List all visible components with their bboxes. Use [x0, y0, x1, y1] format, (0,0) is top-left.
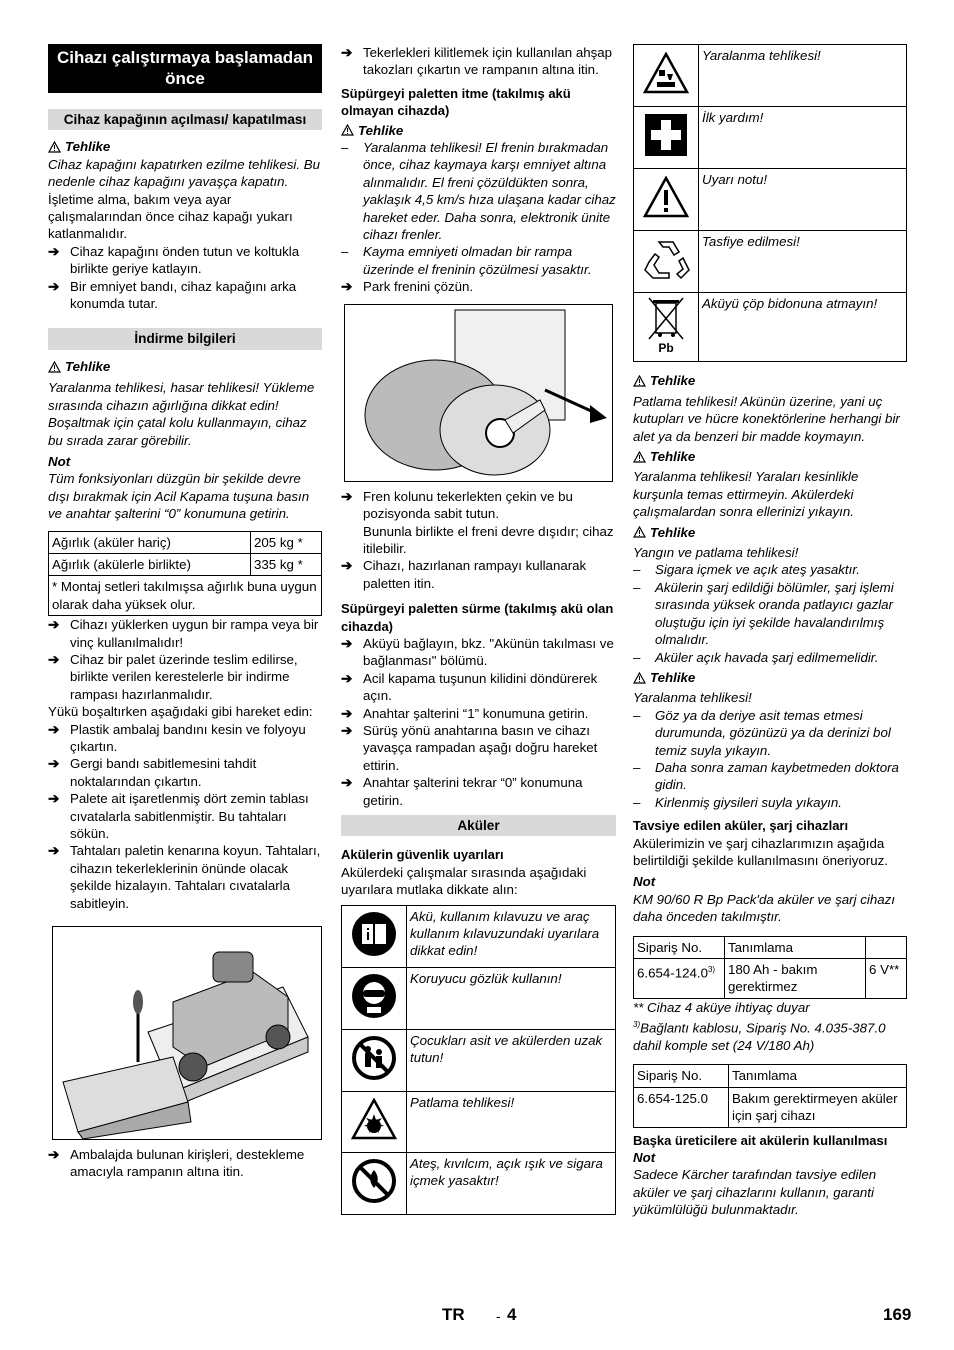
arrow-icon: ➔ — [341, 558, 353, 574]
step: ➔ Park frenini çözün. — [341, 279, 474, 295]
no-bin-icon — [643, 295, 689, 355]
battery-warning-1: Patlama tehlikesi! Akünün üzerine, yani uç kutupları ve hücre konektörlerine herhangi bir alet ya da benzeri bir madde koymayın. — [633, 393, 900, 444]
fire-warning-title: Yangın ve patlama tehlikesi! — [633, 545, 799, 561]
note-label: Not — [633, 1150, 656, 1166]
step: ➔ Ambalajda bulunan kirişleri, destekleme amacıyla rampanın altına itin. — [48, 1147, 305, 1180]
warning-triangle-icon — [633, 672, 646, 684]
other-brands-note: Sadece Kärcher tarafından tavsiye edilen aküler ve şarj cihazlarını kullanın, garanti yükümlülüğü bulunmaktadır. — [633, 1167, 877, 1218]
unload-intro: Yükü boşaltırken aşağıdaki gibi hareket edin: — [48, 704, 313, 720]
table-row: Ağırlık (aküler hariç) 205 kg * — [49, 531, 322, 553]
step: ➔ Cihaz kapağını önden tutun ve koltukla birlikte geriye katlayın. — [48, 243, 300, 277]
step: ➔ Aküyü bağlayın, bkz. "Akünün takılması ve bağlanması" bölümü. — [341, 635, 614, 669]
subheading-recommended: Tavsiye edilen aküler, şarj cihazları — [633, 818, 849, 834]
dash-item: – Kirlenmiş giysileri suyla yıkayın. — [633, 794, 842, 810]
section-title: Cihazı çalıştırmaya başlamadan önce — [48, 44, 322, 93]
warning-triangle-icon — [633, 526, 646, 538]
table-row: Çocukları asit ve akülerden uzak tutun! — [342, 1029, 616, 1091]
arrow-icon: ➔ — [341, 722, 353, 738]
danger-label: Tehlike — [633, 669, 907, 686]
table-row: Ateş, kıvılcım, açık ışık ve sigara içmek yasaktır! — [342, 1152, 616, 1214]
arrow-icon: ➔ — [341, 488, 353, 504]
table-row: Sipariş No. Tanımlama — [634, 1065, 907, 1087]
arrow-icon: ➔ — [48, 278, 60, 294]
table-row: * Montaj setleri takılmışsa ağırlık buna uygun olarak daha yüksek olur. — [49, 576, 322, 616]
footer-local-page: 4 — [507, 1305, 517, 1324]
recycle-icon — [641, 236, 691, 282]
step: ➔ Cihazı, hazırlanan rampayı kullanarak paletten itin. — [341, 558, 587, 591]
arrow-icon: ➔ — [341, 45, 353, 60]
page-number: 169 — [883, 1305, 912, 1324]
arrow-icon: ➔ — [48, 617, 60, 633]
column-2 — [341, 44, 616, 1215]
symbol-table-1 — [341, 905, 616, 1215]
table-row: 6.654-124.0$^{3)}$ 180 Ah - bakım gerektirmez 6 V** — [634, 959, 907, 999]
arrow-icon: ➔ — [48, 791, 60, 807]
danger-label: Tehlike — [633, 448, 907, 465]
step: ➔ Gergi bandı sabitlemesini tahdit noktalarından çıkartın. — [48, 756, 257, 789]
ramp-machine-figure — [53, 927, 317, 1139]
weight-table — [48, 531, 322, 617]
manual-icon — [351, 911, 397, 957]
danger-label: Tehlike — [633, 372, 907, 389]
footnote-2: $^{3)}$Bağlantı kablosu, Sipariş No. 4.035-387.0 dahil komple set (24 V/180 Ah) — [633, 1020, 886, 1054]
table-row: Patlama tehlikesi! — [342, 1091, 616, 1152]
dash-item: – Daha sonra zaman kaybetmeden doktora gidin. — [633, 759, 899, 793]
step: ➔ Fren kolunu tekerlekten çekin ve bu pozisyonda sabit tutun. — [341, 488, 573, 522]
step: ➔ Cihaz bir palet üzerinde teslim edilirse, birlikte verilen kerestelerle bir indirme rampası hazırlanmalıdır. — [48, 651, 298, 702]
table-row: Tasfiye edilmesi! — [634, 231, 907, 293]
arrow-icon: ➔ — [341, 670, 353, 686]
dash-item: – Yaralanma tehlikesi! El frenin bırakmadan önce, cihaz kaymaya karşı emniyet altına alınmalıdır. El freni çözüldükten sonra, yaklaşık 4,5 km/s hıza ulaşana kadar cihaz hareket eder. Daha sonra, elektronik ünite cihazı frenler. — [341, 140, 616, 243]
brake-illustration — [344, 304, 613, 482]
arrow-icon: ➔ — [48, 243, 60, 259]
table-row: İlk yardım! — [634, 107, 907, 169]
symbol-table-2 — [633, 44, 907, 362]
injury-warning-title: Yaralanma tehlikesi! — [633, 690, 752, 706]
arrow-icon: ➔ — [48, 1147, 60, 1163]
step: ➔ Cihazı yüklerken uygun bir rampa veya bir vinç kullanılmalıdır! — [48, 617, 319, 650]
table-row: Sipariş No. Tanımlama — [634, 936, 907, 958]
step: ➔ Acil kapama tuşunun kilidini döndürerek açın. — [341, 670, 598, 704]
table-row: Akü, kullanım kılavuzu ve araç kullanım kılavuzundaki uyarılara dikkat edin! — [342, 905, 616, 967]
heading-lid: Cihaz kapağının açılması/ kapatılması — [48, 109, 322, 130]
warning-triangle-icon — [48, 141, 61, 153]
column-3 — [633, 44, 907, 1219]
step: ➔ Tahtaları paletin kenarına koyun. Tahtaları, cihazın tekerleklerinin önünde olacak şekilde hizalayın. Tahtaları cıvatalarla sabitleyin. — [48, 843, 321, 911]
column-1 — [48, 44, 322, 1181]
dash-item: – Aküler açık havada şarj edilmemelidir. — [633, 649, 879, 665]
unloading-illustration — [52, 926, 322, 1140]
danger-label: Tehlike — [48, 358, 322, 375]
lid-warning-text: Cihaz kapağını kapatırken ezilme tehlikesi. Bu nedenle cihaz kapağını yavaşça kapatın. — [48, 156, 320, 190]
table-row: Uyarı notu! — [634, 169, 907, 231]
danger-label: Tehlike — [633, 524, 907, 541]
heading-unload: İndirme bilgileri — [48, 328, 322, 349]
dash-item: – Sigara içmek ve açık ateş yasaktır. — [633, 562, 860, 578]
arrow-icon: ➔ — [48, 721, 60, 737]
dash-item: – Göz ya da deriye asit temas etmesi durumunda, gözünüzü ya da derinizi bol temiz suyla yıkayın. — [633, 707, 891, 758]
arrow-icon: ➔ — [48, 651, 60, 667]
unload-warning-text: Yaralanma tehlikesi, hasar tehlikesi! Yükleme sırasında cihazın ağırlığına dikkat edin! Boşaltmak için çatal kolu kullanmayın, cihaz bu sırada zarar görebilir. — [48, 380, 315, 448]
footer-lang: TR — [442, 1305, 465, 1324]
no-fire-icon — [351, 1158, 397, 1204]
table-row: 6.654-125.0 Bakım gerektirmeyen aküler için şarj cihazı — [634, 1087, 907, 1127]
danger-label: Tehlike — [341, 122, 616, 139]
step: ➔ Plastik ambalaj bandını kesin ve folyoyu çıkartın. — [48, 721, 306, 754]
children-prohibited-icon — [351, 1035, 397, 1081]
arrow-icon: ➔ — [48, 843, 60, 859]
footnote-1: ** Cihaz 4 aküye ihtiyaç duyar — [633, 999, 810, 1015]
recommended-note: KM 90/60 R Bp Pack'da aküler ve şarj cihazı daha önceden takılmıştır. — [633, 891, 895, 925]
unload-note: Tüm fonksiyonları düzgün bir şekilde devre dışı bırakmak için Acil Kapama tuşuna basın ve anahtar şalterini “0” konumuna getirin. — [48, 471, 310, 522]
arrow-icon: ➔ — [341, 705, 353, 721]
dash-item: – Akülerin şarj edildiği bölümler, şarj işlemi sırasında yüksek oranda patlayıcı gazlar oluştuğu için iyi şekilde havalandırılmış olmalıdır. — [633, 579, 894, 648]
lid-text: İşletime alma, bakım veya ayar çalışmalarından önce cihaz kapağı yukarı katlanmalıdır. — [48, 191, 293, 242]
arrow-icon: ➔ — [341, 279, 353, 295]
warning-icon — [643, 176, 689, 218]
warning-triangle-icon — [341, 124, 354, 136]
warning-triangle-icon — [48, 361, 61, 373]
step: ➔ Palete ait işaretlenmiş dört zemin tablası cıvatalarla sabitlenmiştir. Bu tahtaları sökün. — [48, 791, 309, 842]
step: ➔ Sürüş yönü anahtarına basın ve cihazı yavaşça rampadan aşağı doğru hareket ettirin. — [341, 722, 598, 773]
battery-warning-2: Yaralanma tehlikesi! Yaraları kesinlikle kurşunla temas ettirmeyin. Akülerdeki çalışmalardan sonra ellerinizi yıkayın. — [633, 469, 859, 520]
arrow-icon: ➔ — [341, 775, 353, 791]
step: ➔ Bir emniyet bandı, cihaz kapağını arka konumda tutar. — [48, 278, 297, 312]
warning-triangle-icon — [633, 451, 646, 463]
heading-batteries: Aküler — [341, 815, 616, 836]
table-row: Koruyucu gözlük kullanın! — [342, 967, 616, 1029]
recommended-text: Akülerimizin ve şarj cihazlarımızın aşağıda belirtildiği şekilde kullanılmasını öneriyoruz. — [633, 835, 888, 868]
step: ➔ Anahtar şalterini “1” konumuna getirin. — [341, 705, 589, 721]
explosion-icon — [351, 1098, 397, 1140]
subheading-push: Süpürgeyi paletten itme (takılmış akü olmayan cihazda) — [341, 85, 571, 119]
arrow-icon: ➔ — [341, 635, 353, 651]
step: ➔ Anahtar şalterini tekrar “0” konumuna getirin. — [341, 775, 583, 808]
first-aid-icon — [643, 112, 689, 158]
note-label: Not — [48, 453, 71, 469]
subheading-drive: Süpürgeyi paletten sürme (takılmış akü olan cihazda) — [341, 601, 614, 634]
acid-icon — [643, 52, 689, 94]
table-row: Ağırlık (akülerle birlikte) 335 kg * — [49, 553, 322, 575]
subheading-other-brands: Başka üreticilere ait akülerin kullanılması — [633, 1132, 888, 1148]
goggles-icon — [351, 973, 397, 1019]
table-row: Pb Aküyü çöp bidonuna atmayın! — [634, 293, 907, 362]
subheading-safety: Akülerin güvenlik uyarıları — [341, 847, 504, 863]
step: ➔ Tekerlekleri kilitlemek için kullanılan ahşap takozları çıkartın ve rampanın altına itin. — [341, 45, 613, 78]
note-label: Not — [633, 874, 656, 890]
battery-table — [633, 936, 907, 999]
brake-subtext: Bununla birlikte el freni devre dışıdır; cihaz itilebilir. — [363, 523, 614, 556]
danger-label: Tehlike — [48, 138, 322, 155]
safety-intro: Akülerdeki çalışmalar sırasında aşağıdaki uyarılara mutlaka dikkate alın: — [341, 864, 587, 898]
footer-sep: - — [496, 1308, 501, 1324]
dash-item: – Kayma emniyeti olmadan bir rampa üzerinde el freninin çözülmesi yasaktır. — [341, 244, 592, 277]
table-row: Yaralanma tehlikesi! — [634, 45, 907, 107]
brake-lever-figure — [345, 305, 612, 481]
pb-label: Pb — [658, 341, 674, 355]
arrow-icon: ➔ — [48, 756, 60, 772]
charger-table — [633, 1064, 907, 1127]
warning-triangle-icon — [633, 375, 646, 387]
